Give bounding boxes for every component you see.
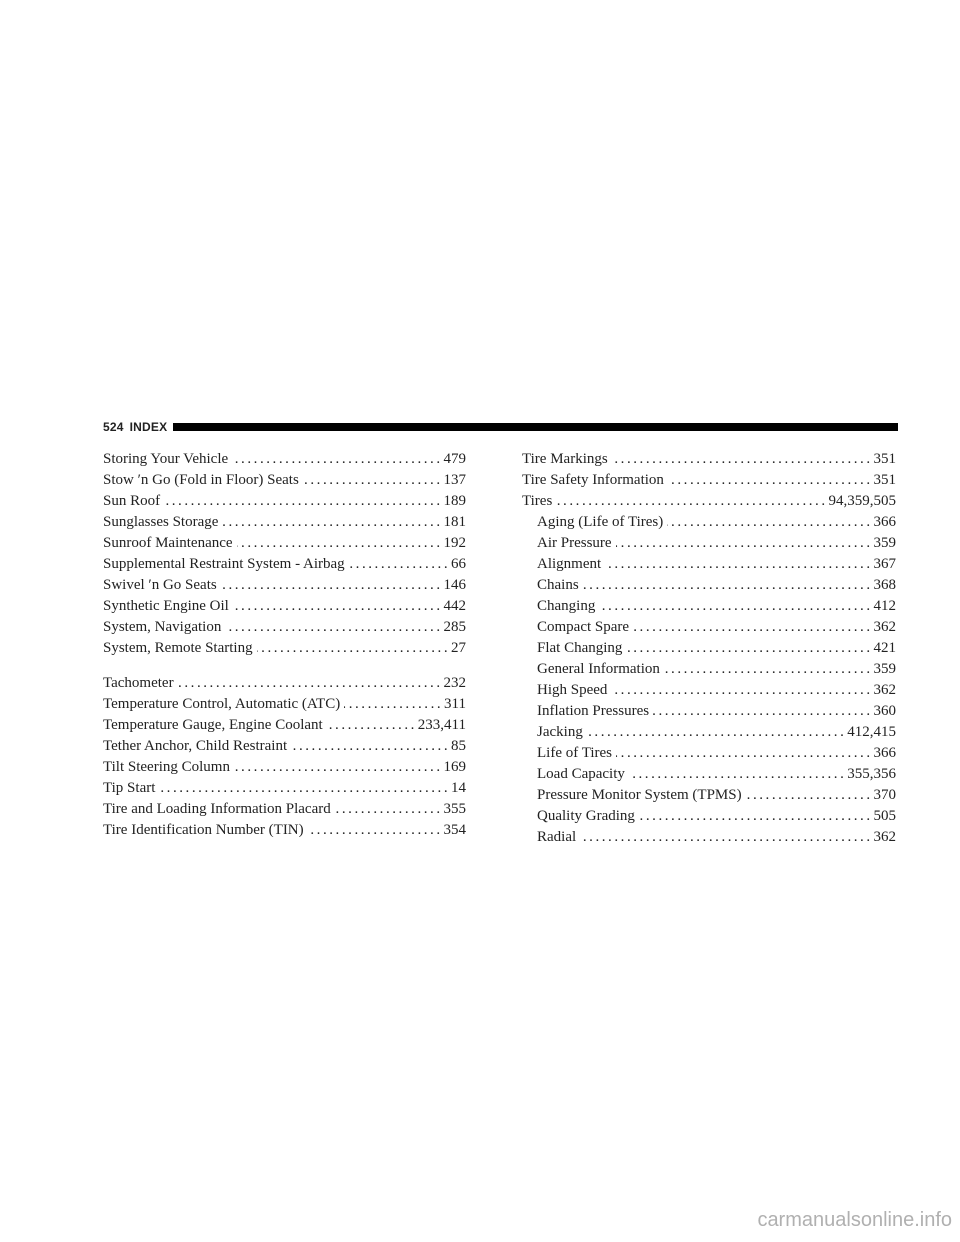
entry-page: 354 (443, 822, 466, 838)
subentry-page: 412,415 (847, 724, 896, 740)
subentry-label: Alignment (537, 556, 602, 572)
entry-label: System, Navigation (103, 619, 222, 635)
dot-leader (629, 764, 843, 785)
entry-label: Tilt Steering Column (103, 759, 230, 775)
entry-label: Tires (522, 493, 553, 509)
entry-page: 232 (443, 675, 466, 691)
entry-page: 192 (443, 535, 466, 551)
subentry-page: 360 (873, 703, 896, 719)
index-entry (103, 533, 466, 554)
dot-leader (327, 715, 414, 736)
entry-label: Tip Start (103, 780, 156, 796)
entry-label: Tire Identification Number (TIN) (103, 822, 304, 838)
index-entry (103, 757, 466, 778)
index-entry (103, 491, 466, 512)
index-entry (103, 470, 466, 491)
index-entry (522, 449, 896, 470)
index-subentry (522, 722, 896, 743)
index-subentry (522, 554, 896, 575)
index-subentry (522, 596, 896, 617)
subentry-label: Quality Grading (537, 808, 635, 824)
index-subentry (522, 680, 896, 701)
dot-leader (222, 512, 439, 533)
subentry-label: Inflation Pressures (537, 703, 650, 719)
dot-leader (639, 806, 870, 827)
entry-label: Tire Markings (522, 451, 608, 467)
index-subentry (522, 575, 896, 596)
index-subentry (522, 533, 896, 554)
index-subentry (522, 617, 896, 638)
subentry-label: Life of Tires (537, 745, 612, 761)
subentry-page: 421 (873, 640, 896, 656)
subentry-page: 362 (873, 829, 896, 845)
index-subentry (522, 701, 896, 722)
dot-leader (626, 638, 869, 659)
entry-label: Sun Roof (103, 493, 161, 509)
index-entry (103, 715, 466, 736)
dot-leader (257, 638, 447, 659)
page-header (103, 418, 898, 436)
index-subentry (522, 743, 896, 764)
dot-leader (344, 694, 440, 715)
subentry-page: 368 (873, 577, 896, 593)
entry-page: 351 (873, 472, 896, 488)
index-entry (103, 512, 466, 533)
dot-leader (667, 512, 869, 533)
subentry-label: Changing (537, 598, 596, 614)
index-entry (103, 638, 466, 659)
entry-page: 311 (444, 696, 466, 712)
dot-leader (583, 575, 870, 596)
dot-leader (232, 449, 439, 470)
dot-leader (308, 820, 440, 841)
subentry-page: 366 (873, 745, 896, 761)
index-right-column (522, 449, 896, 848)
dot-leader (233, 596, 440, 617)
subentry-label: Load Capacity (537, 766, 625, 782)
dot-leader (599, 596, 869, 617)
dot-leader (234, 757, 440, 778)
entry-label: System, Remote Starting (103, 640, 253, 656)
section-title: INDEX (129, 420, 168, 434)
dot-leader (580, 827, 869, 848)
entry-page: 66 (451, 556, 466, 572)
index-entry (103, 799, 466, 820)
index-entry (103, 617, 466, 638)
entry-page: 85 (451, 738, 466, 754)
subentry-label: Pressure Monitor System (TPMS) (537, 787, 742, 803)
index-subentry (522, 512, 896, 533)
page-number: 524 (103, 420, 124, 434)
index-left-column (103, 449, 466, 841)
subentry-page: 366 (873, 514, 896, 530)
dot-leader (616, 743, 870, 764)
entry-page: 181 (443, 514, 466, 530)
entry-page: 169 (443, 759, 466, 775)
dot-leader (605, 554, 869, 575)
subentry-page: 362 (873, 619, 896, 635)
entry-page: 94,359,505 (828, 493, 896, 509)
dot-leader (664, 659, 870, 680)
subentry-page: 412 (873, 598, 896, 614)
dot-leader (746, 785, 870, 806)
entry-page: 442 (443, 598, 466, 614)
entry-label: Supplemental Restraint System - Airbag (103, 556, 345, 572)
index-subentry (522, 659, 896, 680)
subentry-label: General Information (537, 661, 660, 677)
subentry-label: Jacking (537, 724, 583, 740)
subentry-page: 370 (873, 787, 896, 803)
dot-leader (164, 491, 439, 512)
dot-leader (303, 470, 440, 491)
entry-page: 479 (443, 451, 466, 467)
entry-label: Stow ′n Go (Fold in Floor) Seats (103, 472, 299, 488)
dot-leader (633, 617, 869, 638)
entry-label: Synthetic Engine Oil (103, 598, 229, 614)
dot-leader (612, 449, 870, 470)
index-subentry (522, 764, 896, 785)
dot-leader (668, 470, 870, 491)
index-entry (103, 736, 466, 757)
subentry-page: 359 (873, 535, 896, 551)
index-entry (103, 694, 466, 715)
index-entry (522, 470, 896, 491)
index-entry (103, 596, 466, 617)
index-entry (103, 820, 466, 841)
dot-leader (178, 673, 440, 694)
header-rule (173, 423, 898, 431)
site-watermark: carmanualsonline.info (757, 1209, 952, 1231)
dot-leader (159, 778, 447, 799)
subentry-page: 505 (873, 808, 896, 824)
dot-leader (611, 680, 869, 701)
entry-label: Tire and Loading Information Placard (103, 801, 331, 817)
dot-leader (237, 533, 440, 554)
entry-label: Sunglasses Storage (103, 514, 219, 530)
entry-page: 355 (443, 801, 466, 817)
index-entry (103, 778, 466, 799)
dot-leader (225, 617, 439, 638)
index-entry (103, 554, 466, 575)
entry-label: Tachometer (103, 675, 174, 691)
entry-page: 233,411 (417, 717, 466, 733)
dot-leader (349, 554, 447, 575)
entry-label: Swivel ′n Go Seats (103, 577, 217, 593)
entry-page: 14 (451, 780, 466, 796)
entry-page: 189 (443, 493, 466, 509)
index-subentry (522, 785, 896, 806)
entry-label: Storing Your Vehicle (103, 451, 229, 467)
index-subentry (522, 827, 896, 848)
dot-leader (291, 736, 447, 757)
subentry-page: 362 (873, 682, 896, 698)
dot-leader (616, 533, 870, 554)
dot-leader (335, 799, 440, 820)
entry-page: 27 (451, 640, 466, 656)
index-entry (522, 491, 896, 512)
entry-page: 137 (443, 472, 466, 488)
index-entry (103, 673, 466, 694)
index-entry (103, 575, 466, 596)
entry-label: Tether Anchor, Child Restraint (103, 738, 288, 754)
subentry-page: 355,356 (847, 766, 896, 782)
subentry-label: Chains (537, 577, 579, 593)
entry-label: Tire Safety Information (522, 472, 664, 488)
index-subentry (522, 806, 896, 827)
subentry-label: Aging (Life of Tires) (537, 514, 664, 530)
subentry-label: Compact Spare (537, 619, 630, 635)
entry-page: 146 (443, 577, 466, 593)
dot-leader (653, 701, 869, 722)
subentry-page: 367 (873, 556, 896, 572)
subentry-label: High Speed (537, 682, 608, 698)
dot-leader (221, 575, 440, 596)
dot-leader (587, 722, 843, 743)
entry-page: 285 (443, 619, 466, 635)
subentry-page: 359 (873, 661, 896, 677)
index-subentry (522, 638, 896, 659)
entry-label: Sunroof Maintenance (103, 535, 233, 551)
entry-label: Temperature Control, Automatic (ATC) (103, 696, 341, 712)
index-entry (103, 449, 466, 470)
subentry-label: Air Pressure (537, 535, 612, 551)
entry-label: Temperature Gauge, Engine Coolant (103, 717, 323, 733)
dot-leader (556, 491, 824, 512)
subentry-label: Radial (537, 829, 577, 845)
entry-page: 351 (873, 451, 896, 467)
subentry-label: Flat Changing (537, 640, 623, 656)
group-spacer (103, 659, 466, 673)
